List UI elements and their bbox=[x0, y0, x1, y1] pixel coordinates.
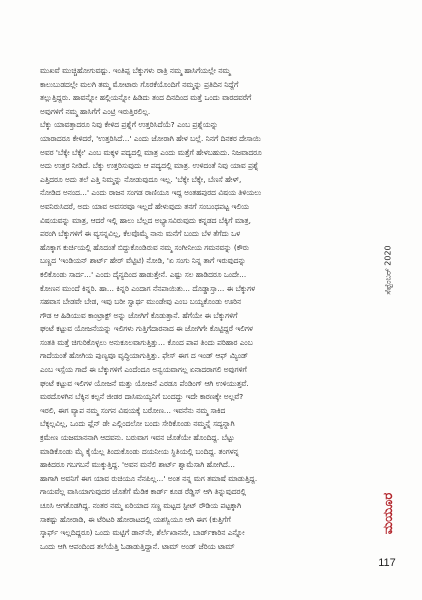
article-line: ಬೆಕ್ಕಲ್ಲವಿಲ್ಲ, ಒಂದು ಫ್ಲೆನ್ ಡೇ ಎಲ್ಲಿಂದಲೋ ಬಂದು ಸೇರಿಕೊಂಡು ನಮ್ಮನ್ನೆ ಸದ್ಯನ್ನಾಗಿ bbox=[40, 419, 235, 429]
issue-date bbox=[382, 210, 396, 330]
article-line: ಅದು ಉತ್ತರ ನೀಡಿದೆ. ಬೆಕ್ಕು ಉತ್ತರಿಸುವುದು ಆ ಪದ್ಯದಲ್ಲಿ ಮಾತ್ರ. ಉಳಿದಂತೆ ನಿವು ಯಾವ ಪ್ರಶ್ನೆ bbox=[40, 161, 259, 171]
article-body bbox=[40, 64, 362, 564]
article-line: ಹಾಗಾಗಿ ಅವನಿಗೆ ಈಗ ಯಾವ ರುಚಿಯೂ ನೆನಪಿಲ್ಲ...' ಅಂತ ನನ್ನ ಮಗ ತಮಾಷೆ ಮಾಡುತ್ತಿದ್ದ. bbox=[40, 473, 258, 483]
article-line: ಎತ್ತಿದರೂ ಅದು ತಲೆ ಎತ್ತಿ ನಿಮ್ಮನ್ನು ನೋಡುವುದೂ ಇಲ್ಲ. 'ಬೆಕ್ಕೇ ಬೆಕ್ಕೇ, ಬೆಣಸೆ ಹೇಳ್, bbox=[40, 174, 242, 184]
article-line: ಇರಲಿ, ಈಗ ವ್ಯಾಪ ನಮ್ಮ ಸಂಗನ ವಿಷಯಕ್ಕೆ ಬರೋಣ... ಇವನೆನು ನಮ್ಮ ಸಾಕಿದ bbox=[40, 405, 226, 415]
article-line: ತಲ್ಲುತ್ತಿದ್ದರು. ಹಾವನ್ನೋ ಹಲ್ಲಿಯನ್ನೋ ಹಿಡಿದು ತಂದ ದಿನದಿಂದ ಮತ್ತೆ ಒಂದು ವಾರದವರೆಗೆ bbox=[40, 93, 252, 103]
article-line: ಬೆಕ್ಕು ಯಾವತ್ತಾದರೂ ನಿವು ಕೇಳಿದ ಪ್ರಶ್ನೆಗೆ ಉತ್ತರಿಸಿದೆಯೆ? ಎಂಬ ಪ್ರಶ್ನೆಯನ್ನು bbox=[40, 120, 219, 130]
article-line: ಮಾಡಿಕೊಂಡು ಮೈ ಕೈಯೆಲ್ಲ ತಿಂದುಕೊಂಡು ದಯನೀಯ ಸ್ಥಿತಿಯಲ್ಲಿ ಬಂದಿದ್ದ. ತಂಗಳನ್ನ bbox=[40, 446, 239, 456]
article-line: ಒಂದು ಆಗಿ ಆಪಂದಿಂದ ತಲೆಯೆತ್ತಿ ಓಡಾಡುತ್ತಿದ್ದಾನೆ. ಟಾಮ್ ಅಂಡ್ ಜೆರಿಯ ಟಾಮ್ bbox=[40, 541, 235, 551]
article-line: ಮುಖವೆ ಮುಚ್ಚಿಹೋಗುವಷ್ಟು. ಇಂತಿಪ್ಪ ಬೆಕ್ಕುಗಳು ರಾತ್ರಿ ನಮ್ಮ ಹಾಸಿಗೆಯಲ್ಲೇ ನಮ್ಮ bbox=[40, 66, 231, 75]
article-line: ಚೂಸಿ ಆಗತೊಡಗಿದ್ದ. ನಂತರ ನಮ್ಮ ಏರಿಯಾದ ಸಣ್ಣ ಮಟ್ಟದ ಸ್ಟೀಟ್ ರೌಡಿಯ ಪಟ್ಟಕ್ಕಾಗಿ bbox=[40, 501, 242, 510]
article-line: ಕ್ರಮೇಣ ಯಜಮಾನನಾಗಿ ಆದವನು. ಬರುವಾಗ ಇವನ ಜೊತೆಯೇ ಹೊಂದಿದ್ದ. ಬೆಟ್ಟು bbox=[40, 433, 235, 443]
article-line: ಗಾಯವೆಲ್ಲ ವಾಸಿಯಾಗುವುದರ ಜೊತೆಗೆ ಮೆಡಿಕ ಕಾರ್ಡ್ ಕೂಡ ರೆಡ್ಡಿಸ್ ಆಗಿ ತಿನ್ನುವುದರಲ್ಲಿ bbox=[40, 487, 247, 497]
article-line: ಯಾರಾದರೂ ಕೇಳಿದರೆ, 'ಉತ್ತರಿಸಿದೆ...' ಎಂದು ಜೋರಾಗಿ ಹೇಳ ಬಲ್ಲೆ. ನಿನಗೆ ದಿನಕರ ದೇಸಾಯಿ bbox=[40, 133, 261, 143]
article-line: ಕಾಲುಬುಡದಲ್ಲೇ ಮಲಗಿ ತಮ್ಮ ಮೋಟಾರು ಗೊರಕೆಯೊಂದಿಗೆ ನಮ್ಮನ್ನು ಪ್ರತಿದಿನ ನಿದ್ದೆಗೆ bbox=[40, 79, 239, 89]
page-number: 117 bbox=[378, 557, 396, 569]
article-line: ಅವರ 'ಬೆಕ್ಕೇ ಬೆಕ್ಕೇ' ಎಂಬ ಮಕ್ಕಳ ಪದ್ಯದಲ್ಲಿ ಮಾತ್ರ ಎಂದು ಮತ್ತೆಗೆ ಹೇಳಬಹುದು. ನಿಜವಾದರೂ bbox=[40, 147, 262, 157]
article-line: ಘಂಟೆ ಕಟ್ಟುವ ಇಲಿಗಳ ಯೋಜನೆ ಮತ್ತು ಯೋಜನೆ ಎರಡೂ ಪೆಂಡಿಂಗ್ ಆಗಿ ಉಳಿಯುತ್ತವೆ. bbox=[40, 378, 249, 388]
article-line: ನೋಡಿದ ಅನಂದ...' ಎಂದು ರಾಜನ ಸಂಗಡ ರಾಣಿಯೂ ಇದ್ದ ಅಂತಹಪುರದ ವಿಷಯ ತಿಳಿಯಲು bbox=[40, 188, 262, 198]
article-line: ಕಲಿಕೊಂಡು ಸಾರ್ದ...' ಎಂದು ದೈನ್ಯದಿಂದ ಹಾಡುತ್ತೇನೆ. ಎಷ್ಟು ಸಲ ಹಾಡಿದರೂ ಒಂದೇ... bbox=[40, 269, 247, 279]
article-line: ಸಂತತಿ ಮತ್ತೆ ಚಿಗುರಿಕೊಳ್ಳಲು ಅನುಕೂಲವಾಗುತ್ತಿತ್ತು... ಕೊಂದ ಪಾಪ ತಿಂದು ಪರಿಹಾರ ಎಂಬ bbox=[40, 337, 253, 347]
article-line: ಹೊಕ್ಕಾಗ ಕುರ್ಚಿಯಲ್ಲಿ ಹೊದಂತೆ ಬಿದ್ದುಕೊಂಡಿರುವ ನಮ್ಮ ಸಂಗೀನೀಯ ಗಮನವನ್ನು (ಕೌರು bbox=[40, 242, 250, 252]
article-line: ಅವನಿರುಸಿದರೆ, ಅದು ಯಾವ ಅವಸರವೂ ಇಲ್ಲದೆ ಹೇಳುವುದು ತನಗೆ ಸಂಬಂಧಪಟ್ಟ ಇಲಿಯ bbox=[40, 201, 249, 211]
article-line: ಅವುಗಳಿಗೆ ನಮ್ಮ ಹಾಸಿಗೆಗೆ ಎಂಟ್ರಿ ಇರುತ್ತಿರಲಿಲ್ಲ. bbox=[40, 106, 151, 116]
article-line: ಸಹವಾಸ ಬೇಡವೇ ಬೇಡ, ಇವು ಬರೀ ಸ್ವಾರ್ಥ ಮುಂಡೇವು ಎಂಬ ಬಯ್ಯಕೊಂಡು ಊರಿನ bbox=[40, 297, 242, 307]
magazine-name: ಮಯೂರ bbox=[381, 492, 397, 534]
article-line: ಎಂಬ ಇಸ್ಸೆಯ ಗಾದೆ ಈ ಬೆಕ್ಕುಗಳಿಗೆ ಎಂದೆಂದೂ ಅನ್ವಯವಾಗಲ್ಲ ಏನಾದರಾಗಲಿ ಅವುಗಳಿಗೆ bbox=[40, 365, 247, 375]
article-line: ಘಂಟೆ ಕಟ್ಟುವ ಯೋಜನೆಯನ್ನು ಇಲಿಗಳು ಗುತ್ತಿಗೆದಾರನಾದ ಈ ಜೋಗಿಗೇ ಕೊಟ್ಟಿದ್ದರೆ ಇಲಿಗಳ bbox=[40, 324, 253, 334]
article-line: ಪರಂಗಿ ಬೆಕ್ಕುಗಳಿಗೆ ಈ ವ್ಯಸನ್ನವಿಲ್ಲ, ಕೆಲವೊಮ್ಮೆ ನಾನು ಮನೆಗೆ ಬಂದು ಬೆಳ ತೆಗೆದು ಒಳ bbox=[40, 229, 241, 239]
article-line: ವಿಷಯವನ್ನು ಮಾತ್ರ, ಆದರೆ ಇಲ್ಲಿ ಹಾಲು ಬೆಲ್ಲದ ಅಭ್ಯಾಸವಿರುವುದು ಕನ್ನಡದ ಬೆಕ್ಕಿಗೆ ಮಾತ್ರ, bbox=[40, 215, 252, 225]
article-line: ಮಠದೊಳಗಿನ ಬೆಕ್ಕಿನ ಕಲ್ಪನೆ ಜೀಡರ ದಾಸಿಮಯ್ಯನಿಗೆ ಬಂದದ್ದು ಇದೇ ಕಾರಣಕ್ಕೇ ಅಲ್ಲವೆ? bbox=[40, 392, 244, 402]
article-line: ಕೋಣನ ಮುಂದೆ ಕಿನ್ನರಿ. ಹಾ... ಕಿನ್ನರಿ ಎಂದಾಗ ನೆನಪಾಯಿತು... ದೊಡ್ಡಾಸ್ತಾ... ಈ ಬೆಕ್ಕುಗಳ bbox=[40, 283, 256, 293]
article-line: ಬಣ್ಣದ 'ಇಂಡಿಯನ್ ಶಾರ್ಟ್ ಹೇರ್ ವೆಟ್ಟಿಟಿ) ನೋಡಿ, 'ಏ ಸಂಗು ನಿನ್ನ ತಾಗೆ ಇರುವುದನ್ನು bbox=[40, 256, 246, 266]
article-line: ಗೌಡ ಆ ಹಿಡಿಯುವ ಕಾಂಟ್ರಾಕ್ಟ್‌ ಅನ್ನು ಜೋಗಿಗೆ ಕೊಡುತ್ತಾನೆ. ಹೆಗೆಯೇ ಈ ಬೆಕ್ಕುಗಳಿಗೆ bbox=[40, 310, 238, 320]
issue-date-text: ಸೆಪ್ಟೆಂಬರ್ 2020 bbox=[384, 245, 393, 295]
article-line: ಗಾದೆಯಂತೆ ಹೋಗಿಯ ಪುಣ್ಯವೂ ವೃದ್ಧಿಯಾಗುತ್ತಿತ್ತು. ಫೇಸ್ ಈಗ ದ ಇಂಡ್‌ ಆಫ್ ಮ್ಯಿಂಡ್ bbox=[40, 351, 249, 361]
article-line: ಸಾಕಷ್ಟು ಹೋರಾಡಿ, ಈ ಟೆರಿಟರಿ ಹೋರಾಟದಲ್ಲಿ ಯಶಸ್ವಿಯೂ ಆಗಿ ಈಗ (ಕುತ್ತಿಗೆಗೆ bbox=[40, 514, 231, 524]
article-line: ಹಾಕಿದರೂ ಗಬಗಬನೆ ಮುಕ್ಕುತ್ತಿದ್ದ. 'ಅವನ ಮನೆಲಿ ಶಾರ್ಟ್ ಶ್ವಾಮೆಸಾಗಿ ಹೋಗಿದೆ... bbox=[40, 460, 235, 470]
article-line: ಸ್ಕಾರ್ಫ್ ಇಲ್ಲದಿದ್ದರೂ) ಒಂದು ಮಟ್ಟಿಗೆ ಡಾನ್‌ನೇ, ಶೆರ್ಲೆಖಾನನೇ, ಬಾರ್ಡ್‌ಕಾರಿನ ಎನ್ನೋ bbox=[40, 528, 245, 538]
magazine-logo bbox=[381, 478, 397, 548]
